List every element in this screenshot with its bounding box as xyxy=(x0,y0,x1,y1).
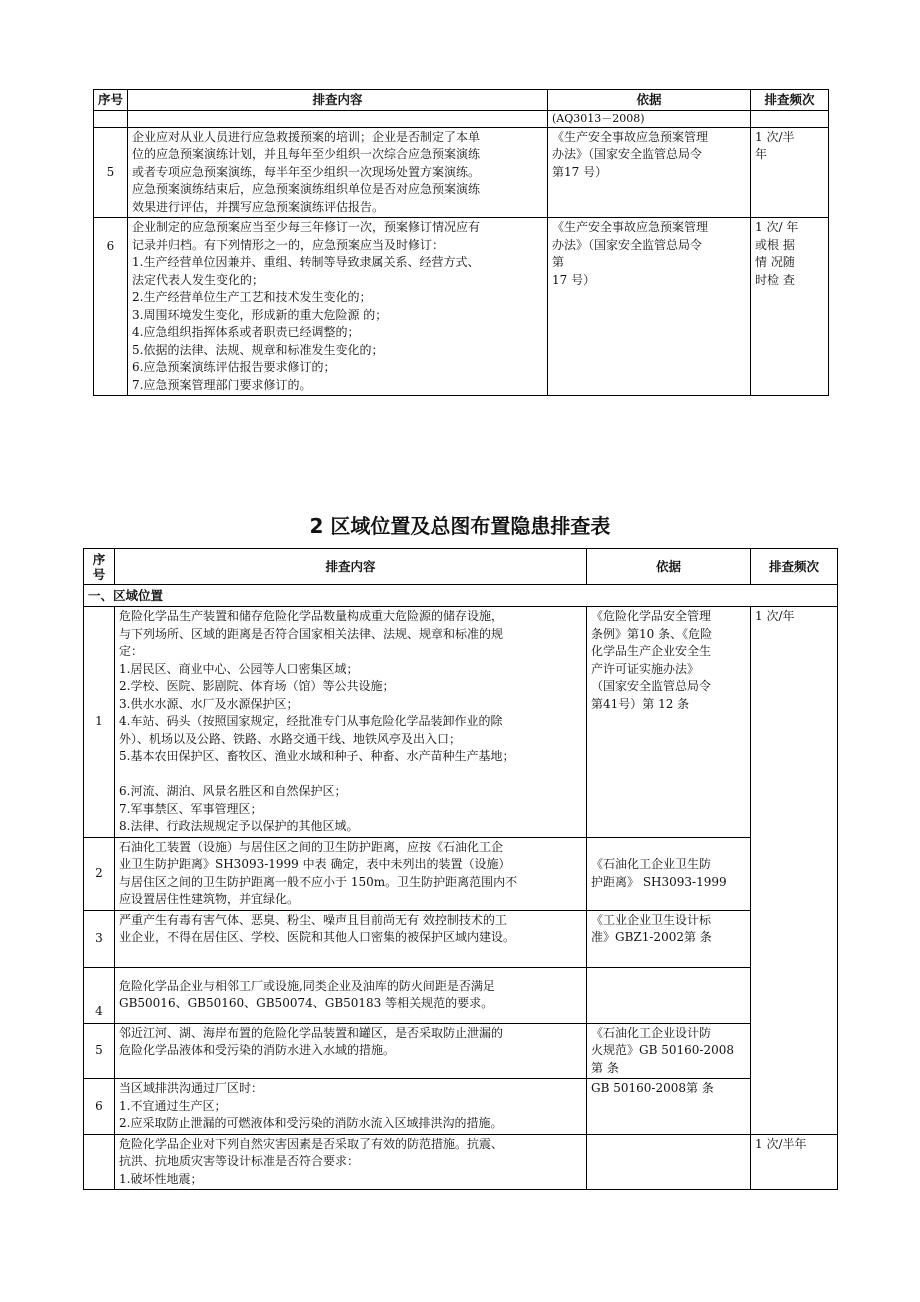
header-basis: 依据 xyxy=(587,549,751,585)
content-cell: 危险化学品生产装置和储存危险化学品数量构成重大危险源的储存设施， 与下列场所、区域的距离是否符合国家相关法律、法规、规章和标准的规 定： 1.居民区、商业中心、公园等人口密集区域； 2.学校、医院、影剧院、体育场（馆）等公共设施； 3.供水水源、水厂及水源保护区； 4.车站、码头（按照国家规定，经批准专门从事危险化学品装卸作业的除 外）、机场以及公路、铁路、水路交通干线、地铁风亭及出入口； 5.基本农田保护区、畜牧区、渔业水域和种子、种畜、水产苗种生产基地； 6.河流、湖泊、风景名胜区和自然保护区； 7.军事禁区、军事管理区； 8.法律、行政法规规定予以保护的其他区域。 xyxy=(115,607,587,838)
basis-cell: (AQ3013－2008) xyxy=(548,110,751,127)
content-cell: 当区域排洪沟通过厂区时： 1.不宜通过生产区； 2.应采取防止泄漏的可燃液体和受污染的消防水流入区域排洪沟的措施。 xyxy=(115,1079,587,1135)
table-row xyxy=(84,1134,838,1190)
header-frequency: 排查频次 xyxy=(751,549,838,585)
table-row xyxy=(94,127,829,218)
content-cell: 危险化学品企业与相邻工厂或设施,同类企业及油库的防火间距是否满足 GB50016、GB50160、GB50074、GB50183 等相关规范的要求。 xyxy=(115,967,587,1023)
content-cell: 企业制定的应急预案应当至少每三年修订一次，预案修订情况应有 记录并归档。有下列情形之一的，应急预案应当及时修订： 1.生产经营单位因兼并、重组、转制等导致隶属关系、经营方式、 法定代表人发生变化的； 2.生产经营单位生产工艺和技术发生变化的； 3.周围环境发生变化，形成新的重大危险源 的； 4.应急组织指挥体系或者职责已经调整的； 5.依据的法律、法规、规章和标准发生变化的； 6.应急预案演练评估报告要求修订的； 7.应急预案管理部门要求修订的。 xyxy=(128,218,548,396)
table-row xyxy=(84,607,838,838)
table-row xyxy=(84,967,838,1023)
frequency-cell: 1 次/年 xyxy=(751,607,838,1135)
table-row xyxy=(94,110,829,127)
content-cell: 严重产生有毒有害气体、恶臭、粉尘、噪声且目前尚无有 效控制技术的工 业企业，不得在居住区、学校、医院和其他人口密集的被保护区域内建设。 xyxy=(115,910,587,967)
frequency-cell: 1 次/半年 xyxy=(751,1134,838,1190)
frequency-cell: 1 次/半 年 xyxy=(751,127,829,218)
table-row xyxy=(84,1023,838,1079)
section-heading: 一、区域位置 xyxy=(84,585,838,607)
table-row xyxy=(84,837,838,910)
basis-cell: 《生产安全事故应急预案管理 办法》（国家安全监管总局令 第 17 号） xyxy=(548,218,751,396)
header-seq: 序 号 xyxy=(84,549,115,585)
row-number: 6 xyxy=(84,1079,115,1135)
header-content: 排查内容 xyxy=(128,90,548,111)
basis-cell: 《石油化工企业卫生防 护距离》 SH3093-1999 xyxy=(587,837,751,910)
basis-cell: GB 50160-2008第 条 xyxy=(587,1079,751,1135)
header-seq: 序号 xyxy=(94,90,128,111)
row-number: 4 xyxy=(84,967,115,1023)
content-cell: 邻近江河、湖、海岸布置的危险化学品装置和罐区，是否采取防止泄漏的 危险化学品液体和受污染的消防水进入水域的措施。 xyxy=(115,1023,587,1079)
frequency-cell: 1 次/ 年 或根 据 情 况随 时检 查 xyxy=(751,218,829,396)
content-cell: 企业应对从业人员进行应急救援预案的培训；企业是否制定了本单 位的应急预案演练计划，并且每年至少组织一次综合应急预案演练 或者专项应急预案演练，每半年至少组织一次现场处置方案演练。 应急预案演练结束后，应急预案演练组织单位是否对应急预案演练 效果进行评估，并撰写应急预案演练评估报告。 xyxy=(128,127,548,218)
content-cell: 石油化工装置（设施）与居住区之间的卫生防护距离，应按《石油化工企 业卫生防护距离》SH3093-1999 中表 确定，表中未列出的装置（设施） 与居住区之间的卫生防护距离一般不应小于 150m。卫生防护距离范围内不 应设置居住性建筑物，并宜绿化。 xyxy=(115,837,587,910)
content-cell: 危险化学品企业对下列自然灾害因素是否采取了有效的防范措施。抗震、 抗洪、抗地质灾害等设计标准是否符合要求： 1.破坏性地震； xyxy=(115,1134,587,1190)
header-frequency: 排查频次 xyxy=(751,90,829,111)
basis-cell: 《工业企业卫生设计标 准》GBZ1-2002第 条 xyxy=(587,910,751,967)
row-number: 2 xyxy=(84,837,115,910)
row-number: 1 xyxy=(84,607,115,838)
table-row xyxy=(94,218,829,396)
row-number: 3 xyxy=(84,910,115,967)
basis-cell: 《生产安全事故应急预案管理 办法》（国家安全监管总局令 第17 号） xyxy=(548,127,751,218)
section-title: 2 区域位置及总图布置隐患排查表 xyxy=(309,514,611,538)
table-row xyxy=(84,910,838,967)
table-row xyxy=(84,1079,838,1135)
header-basis: 依据 xyxy=(548,90,751,111)
emergency-plan-table xyxy=(93,89,829,396)
row-number: 5 xyxy=(84,1023,115,1079)
row-number: 6 xyxy=(94,218,128,396)
basis-cell: 《石油化工企业设计防 火规范》GB 50160-2008 第 条 xyxy=(587,1023,751,1079)
header-content: 排查内容 xyxy=(115,549,587,585)
row-number: 5 xyxy=(94,127,128,218)
site-layout-hazard-table xyxy=(83,548,838,1190)
basis-cell: 《危险化学品安全管理 条例》第10 条、《危险 化学品生产企业安全生 产许可证实施办法》 （国家安全监管总局令 第41号）第 12 条 xyxy=(587,607,751,838)
